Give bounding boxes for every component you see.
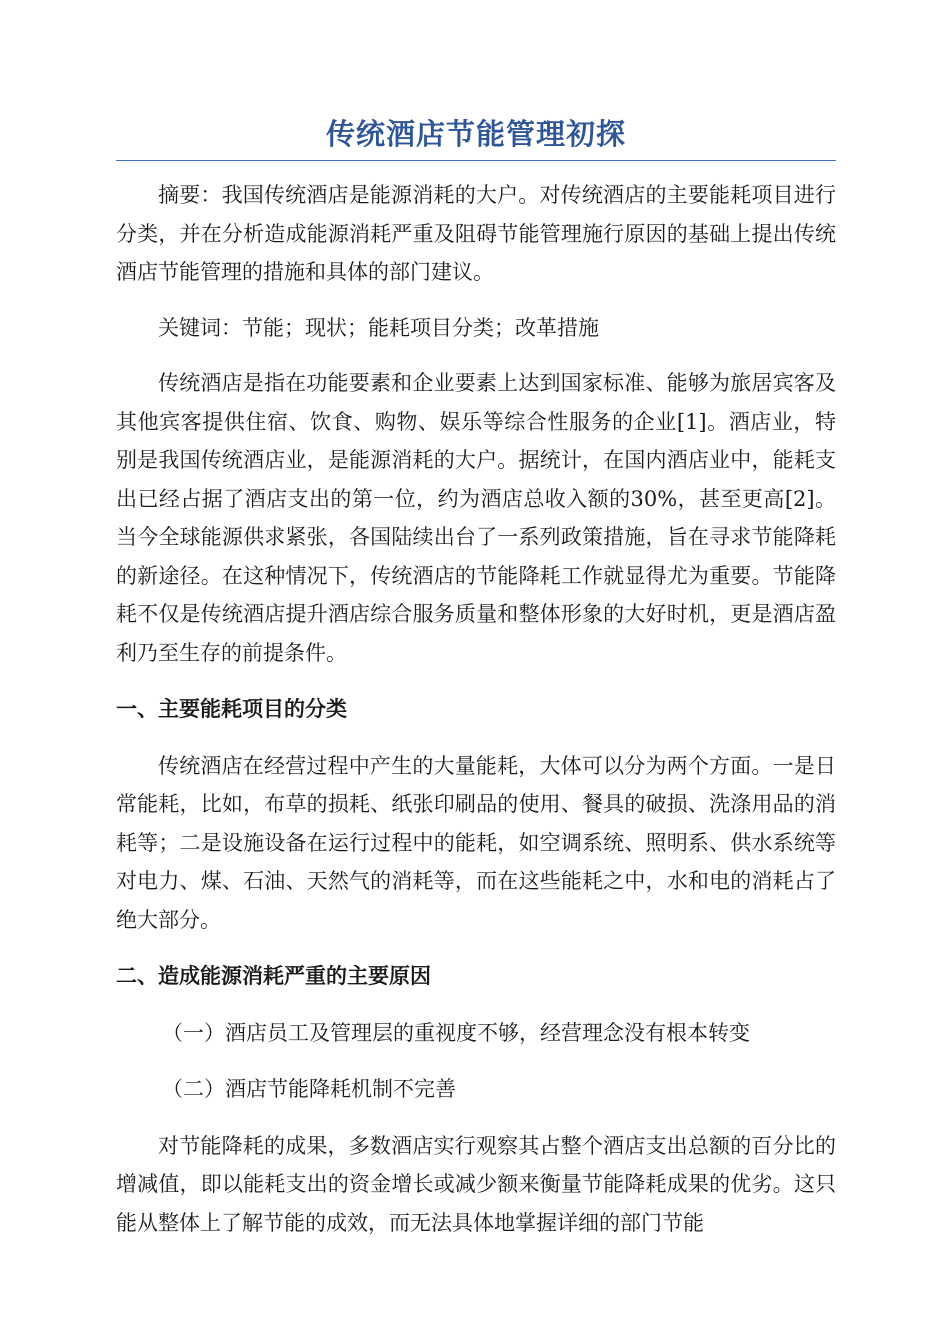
spacer <box>116 996 836 1014</box>
subsection-heading-1: （一）酒店员工及管理层的重视度不够，经营理念没有根本转变 <box>162 1020 750 1045</box>
document-title: 传统酒店节能管理初探 <box>325 117 626 151</box>
keywords-paragraph: 关键词：节能；现状；能耗项目分类；改革措施 <box>158 315 599 340</box>
spacer <box>116 347 836 364</box>
spacer <box>116 729 836 747</box>
title-underline <box>116 160 836 161</box>
spacer <box>116 1052 836 1070</box>
section-heading-1: 一、主要能耗项目的分类 <box>116 697 347 721</box>
section-heading-2: 二、造成能源消耗严重的主要原因 <box>116 964 431 988</box>
abstract-paragraph: 摘要：我国传统酒店是能源消耗的大户。对传统酒店的主要能耗项目进行分类，并在分析造成能源消耗严重及阻碍节能管理施行原因的基础上提出传统酒店节能管理的措施和具体的部门建议。 <box>116 183 836 284</box>
section1-paragraph: 传统酒店在经营过程中产生的大量能耗，大体可以分为两个方面。一是日常能耗，比如，布草的损耗、纸张印刷品的使用、餐具的破损、洗涤用品的消耗等；二是设施设备在运行过程中的能耗，如空调系统、照明系、供水系统等对电力、煤、石油、天然气的消耗等，而在这些能耗之中，水和电的消耗占了绝大部分。 <box>116 753 836 932</box>
section2-paragraph: 对节能降耗的成果，多数酒店实行观察其占整个酒店支出总额的百分比的增减值，即以能耗支出的资金增长或减少额来衡量节能降耗成果的优劣。这只能从整体上了解节能的成效，而无法具体地掌握详细的部门节能 <box>116 1133 836 1235</box>
document-page <box>116 108 836 1242</box>
subsection-heading-2: （二）酒店节能降耗机制不完善 <box>162 1077 456 1101</box>
spacer <box>116 292 836 309</box>
spacer <box>116 1109 836 1127</box>
spacer <box>116 672 836 690</box>
spacer <box>116 939 836 957</box>
intro-paragraph: 传统酒店是指在功能要素和企业要素上达到国家标准、能够为旅居宾客及其他宾客提供住宿、饮食、购物、娱乐等综合性服务的企业[1]。酒店业，特别是我国传统酒店业，是能源消耗的大户。据统计，在国内酒店业中，能耗支出已经占据了酒店支出的第一位，约为酒店总收入额的30%，甚至更高[2]。当今全球能源供求紧张，各国陆续出台了一系列政策措施，旨在寻求节能降耗的新途径。在这种情况下，传统酒店的节能降耗工作就显得尤为重要。节能降耗不仅是传统酒店提升酒店综合服务质量和整体形象的大好时机，更是酒店盈利乃至生存的前提条件。 <box>116 371 836 665</box>
